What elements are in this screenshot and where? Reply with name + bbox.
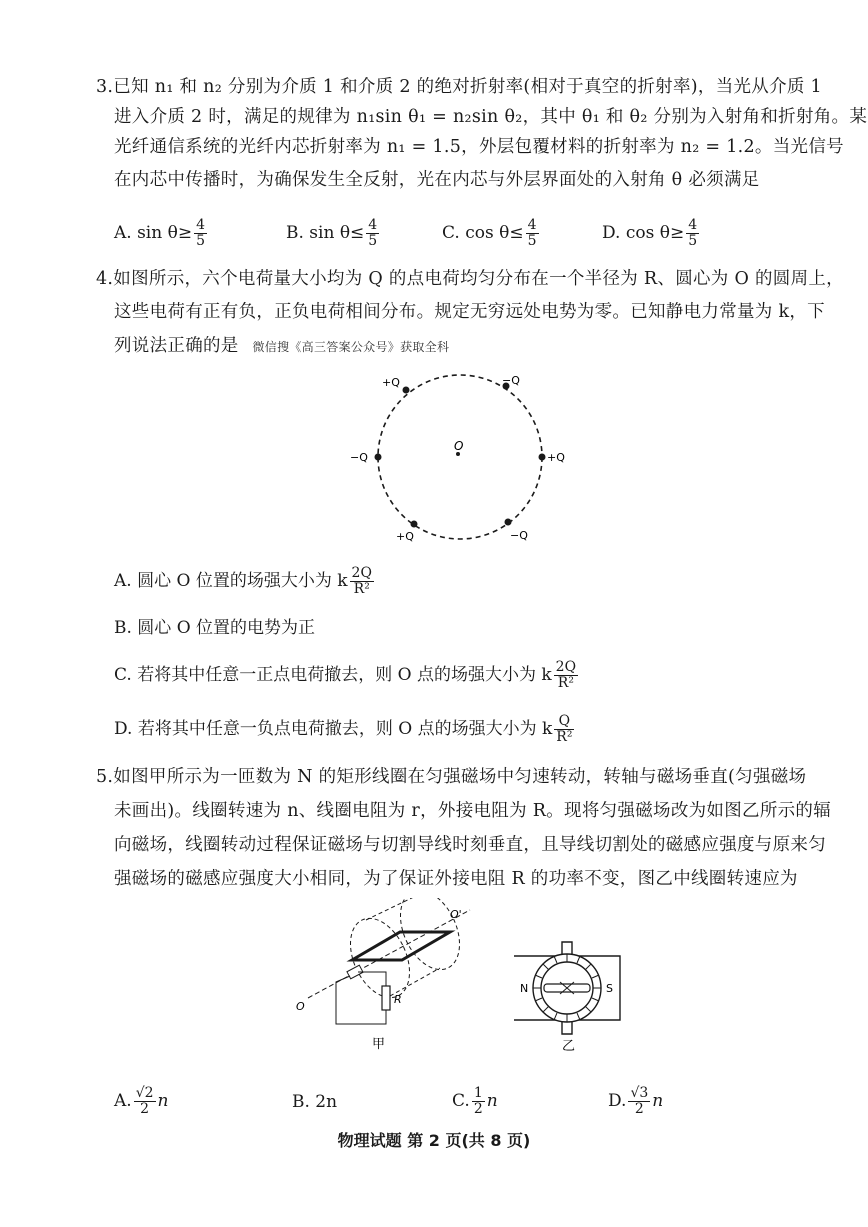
charge-label-6: −Q	[350, 451, 368, 464]
charge-dot-1	[403, 387, 410, 394]
axis-label-o: O	[296, 1000, 305, 1013]
circuit-wire	[336, 976, 386, 1024]
charge-label-5: +Q	[396, 530, 414, 543]
cylinder-ellipse-left	[339, 909, 422, 1007]
q5-line-2: 未画出)。线圈转速为 n、线圈电阻为 r，外接电阻为 R。现将匀强磁场改为如图乙所示的辐	[114, 801, 832, 821]
axis-label-o-prime: O'	[450, 908, 462, 921]
dashed-circle	[378, 375, 542, 539]
charge-label-4: −Q	[510, 529, 528, 542]
fraction: $\frac{Q}{\text{R²}}$	[556, 713, 573, 745]
cylinder-edge-bottom	[390, 968, 440, 996]
circuit-wire-2	[358, 972, 386, 986]
watermark-text: 微信搜《高三答案公众号》获取全科	[252, 340, 450, 354]
fraction: $\frac{1}{2}$	[473, 1085, 483, 1117]
fraction: $\frac{√2}{2}$	[135, 1085, 154, 1117]
charge-dot-3	[539, 454, 546, 461]
cylinder-edge-top	[366, 898, 420, 920]
q5-option-c: C. $\frac{1}{2}$ n	[452, 1085, 498, 1117]
charge-label-3: +Q	[547, 451, 565, 464]
q3-option-a: A. sin θ≥ $\frac{4}{5}$	[114, 217, 205, 249]
rectangular-coil	[352, 932, 450, 960]
q4-line-1: 4.如图所示，六个电荷量大小均为 Q 的点电荷均匀分布在一个半径为 R、圆心为 O 的圆周上，	[96, 269, 844, 289]
fraction: $\frac{4}{5}$	[527, 217, 537, 249]
fraction: $\frac{4}{5}$	[196, 217, 205, 249]
rotation-axis	[308, 910, 470, 998]
q5-option-d: D. $\frac{√3}{2}$ n	[608, 1085, 664, 1117]
q4-line-2: 这些电荷有正有负，正负电荷相间分布。规定无穷远处电势为零。已知静电力常量为 k，下	[114, 302, 825, 322]
center-label: O	[454, 439, 464, 453]
fraction: $\frac{4}{5}$	[368, 217, 378, 249]
q5-line-4: 强磁场的磁感应强度大小相同，为了保证外接电阻 R 的功率不变，图乙中线圈转速应为	[114, 869, 798, 889]
q3-option-b: B. sin θ≤ $\frac{4}{5}$	[286, 217, 378, 249]
q3-option-d: D. cos θ≥ $\frac{4}{5}$	[602, 217, 698, 249]
q4-option-b: B. 圆心 O 位置的电势为正	[114, 618, 316, 638]
q4-line-3: 列说法正确的是 微信搜《高三答案公众号》获取全科	[114, 336, 450, 356]
resistor-label: R	[394, 993, 402, 1006]
charge-circle-figure	[330, 362, 590, 552]
fraction: $\frac{√3}{2}$	[630, 1085, 649, 1117]
q4-option-a: A. 圆心 O 位置的场强大小为 k $\frac{2Q}{\text{R²}}$	[114, 565, 372, 597]
fraction: $\frac{4}{5}$	[688, 217, 698, 249]
q5-option-b: B. 2n	[292, 1092, 338, 1112]
resistor	[382, 986, 390, 1010]
fraction: $\frac{2Q}{\text{R²}}$	[555, 659, 577, 691]
charge-label-1: +Q	[382, 376, 400, 389]
q4-option-d: D. 若将其中任意一负点电荷撤去，则 O 点的场强大小为 k $\frac{Q}{\text{R²}}$	[114, 713, 573, 745]
figure-label-jia: 甲	[372, 1037, 386, 1052]
fraction: $\frac{2Q}{\text{R²}}$	[351, 565, 372, 597]
coil-figure-jia	[290, 898, 490, 1058]
page-footer: 物理试题 第 2 页(共 8 页)	[337, 1131, 531, 1150]
q3-line-1: 3.已知 n₁ 和 n₂ 分别为介质 1 和介质 2 的绝对折射率(相对于真空的折射率)，当光从介质 1	[96, 77, 822, 97]
figure-label-yi: 乙	[562, 1039, 576, 1054]
q5-option-a: A. $\frac{√2}{2}$ n	[114, 1085, 169, 1117]
charge-dot-4	[505, 519, 512, 526]
q4-option-c: C. 若将其中任意一正点电荷撤去，则 O 点的场强大小为 k $\frac{2Q}{\text{R²}}$	[114, 659, 577, 691]
charge-dot-6	[375, 454, 382, 461]
charge-dot-5	[411, 521, 418, 528]
q5-line-1: 5.如图甲所示为一匝数为 N 的矩形线圈在匀强磁场中匀速转动，转轴与磁场垂直(匀强磁场	[96, 767, 807, 787]
charge-label-2: −Q	[502, 374, 520, 387]
q3-line-3: 光纤通信系统的光纤内芯折射率为 n₁ = 1.5，外层包覆材料的折射率为 n₂ = 1.2。当光信号	[114, 137, 844, 157]
pole-label-s: S	[606, 982, 613, 995]
q3-option-c: C. cos θ≤ $\frac{4}{5}$	[442, 217, 537, 249]
radial-field-figure-yi	[508, 932, 628, 1054]
q3-line-4: 在内芯中传播时，为确保发生全反射，光在内芯与外层界面处的入射角 θ 必须满足	[114, 170, 760, 190]
q5-line-3: 向磁场，线圈转动过程保证磁场与切割导线时刻垂直，且导线切割处的磁感应强度与原来匀	[114, 835, 826, 855]
q3-line-2: 进入介质 2 时，满足的规律为 n₁sin θ₁ = n₂sin θ₂，其中 θ₁ 和 θ₂ 分别为入射角和折射角。某	[114, 107, 868, 127]
pole-label-n: N	[520, 982, 529, 995]
